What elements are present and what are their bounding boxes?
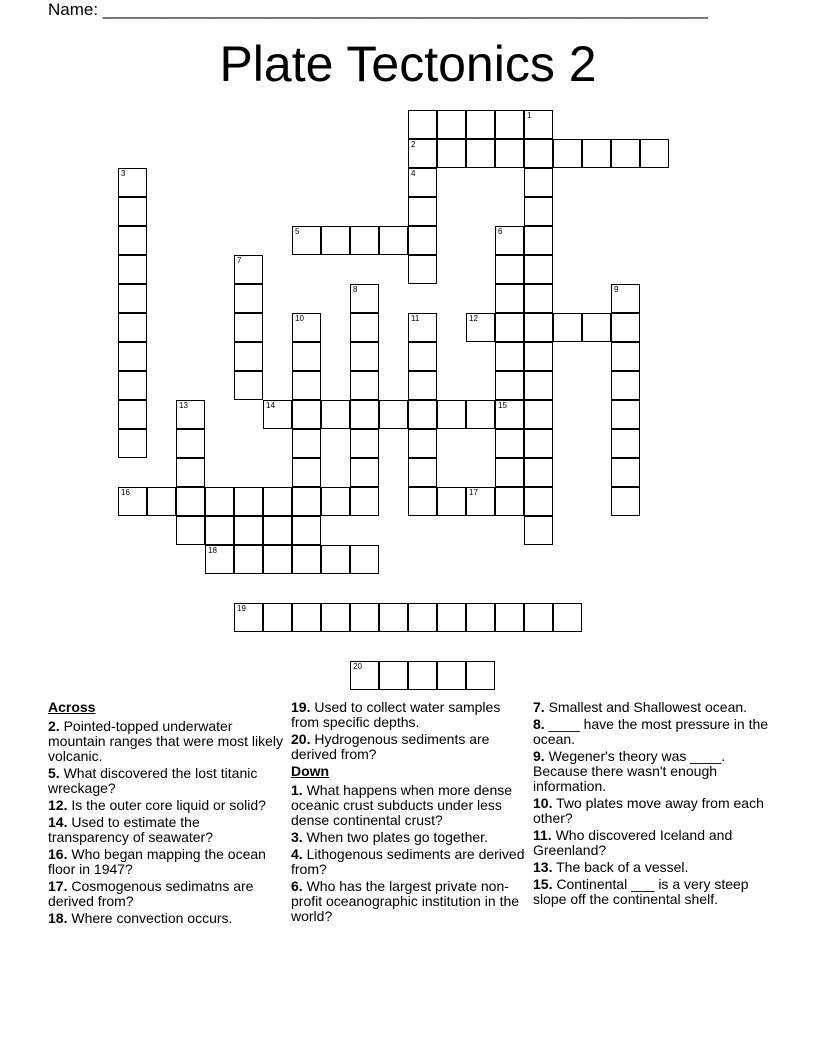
grid-cell[interactable] [408, 458, 437, 487]
grid-cell[interactable] [176, 487, 205, 516]
across-clue-list-cont [291, 700, 527, 762]
clue-text: Hydrogenous sediments are derived from? [291, 731, 490, 762]
clue-text: Used to collect water samples from specific depths. [291, 699, 501, 730]
clue-number: 13 [179, 401, 188, 410]
grid-cell[interactable] [234, 516, 263, 545]
clue-item [291, 830, 527, 845]
grid-cell[interactable] [263, 516, 292, 545]
grid-cell[interactable] [495, 400, 524, 429]
grid-cell[interactable] [524, 139, 553, 168]
clue-text: Who began mapping the ocean floor in 1947? [48, 846, 266, 877]
grid-cell[interactable] [292, 313, 321, 342]
grid-cell[interactable] [350, 284, 379, 313]
clue-number-label: 19. [291, 699, 311, 715]
clue-item [533, 828, 769, 858]
clue-item [291, 732, 527, 762]
grid-cell[interactable] [524, 255, 553, 284]
grid-cell[interactable] [553, 313, 582, 342]
grid-cell[interactable] [495, 313, 524, 342]
clue-text: What happens when more dense oceanic crust subducts under less dense continental crust? [291, 782, 513, 828]
clue-text: The back of a vessel. [552, 859, 689, 875]
grid-cell[interactable] [524, 458, 553, 487]
grid-cell[interactable] [408, 400, 437, 429]
clue-number-label: 15. [533, 876, 553, 892]
grid-cell[interactable] [176, 458, 205, 487]
grid-cell[interactable] [292, 371, 321, 400]
grid-cell[interactable] [582, 313, 611, 342]
grid-cell[interactable] [408, 371, 437, 400]
clue-number: 16 [121, 488, 130, 497]
name-field-label: Name: ________________________________________________________________ [48, 0, 708, 19]
grid-cell[interactable] [205, 545, 234, 574]
grid-cell[interactable] [524, 313, 553, 342]
grid-cell[interactable] [524, 197, 553, 226]
grid-cell[interactable] [118, 342, 147, 371]
clue-text: Cosmogenous sedimatns are derived from? [48, 878, 254, 909]
clues-column-2 [291, 700, 527, 926]
grid-cell[interactable] [350, 400, 379, 429]
clue-number-label: 9. [533, 748, 545, 764]
clue-item [48, 815, 284, 845]
grid-cell[interactable] [118, 197, 147, 226]
clue-item [48, 847, 284, 877]
grid-cell[interactable] [292, 603, 321, 632]
grid-cell[interactable] [118, 400, 147, 429]
grid-cell[interactable] [466, 603, 495, 632]
grid-cell[interactable] [350, 603, 379, 632]
clue-number: 5 [295, 227, 300, 236]
grid-cell[interactable] [234, 545, 263, 574]
grid-cell[interactable] [495, 342, 524, 371]
clue-number: 9 [614, 285, 619, 294]
clue-number-label: 8. [533, 716, 545, 732]
clue-number-label: 10. [533, 795, 553, 811]
down-clue-list-cont [533, 700, 769, 907]
clue-item [48, 719, 284, 764]
clue-number-label: 3. [291, 829, 303, 845]
grid-cell[interactable] [379, 400, 408, 429]
down-heading: Down [291, 763, 330, 779]
grid-cell[interactable] [263, 603, 292, 632]
grid-cell[interactable] [495, 255, 524, 284]
grid-cell[interactable] [408, 429, 437, 458]
clue-number-label: 16. [48, 846, 68, 862]
clue-text: Pointed-topped underwater mountain ranges that were most likely volcanic. [48, 718, 283, 764]
grid-cell[interactable] [640, 139, 669, 168]
grid-cell[interactable] [408, 255, 437, 284]
grid-cell[interactable] [408, 139, 437, 168]
clue-text: What discovered the lost titanic wreckage? [48, 765, 258, 796]
grid-cell[interactable] [495, 284, 524, 313]
grid-cell[interactable] [321, 400, 350, 429]
clue-number: 18 [208, 546, 217, 555]
grid-cell[interactable] [524, 371, 553, 400]
grid-cell[interactable] [611, 400, 640, 429]
clue-number: 6 [498, 227, 503, 236]
grid-cell[interactable] [234, 313, 263, 342]
grid-cell[interactable] [379, 226, 408, 255]
grid-cell[interactable] [350, 661, 379, 690]
clue-number-label: 2. [48, 718, 60, 734]
clue-item [291, 879, 527, 924]
grid-cell[interactable] [292, 400, 321, 429]
grid-cell[interactable] [350, 313, 379, 342]
grid-cell[interactable] [611, 429, 640, 458]
grid-cell[interactable] [234, 487, 263, 516]
grid-cell[interactable] [350, 226, 379, 255]
grid-cell[interactable] [582, 139, 611, 168]
across-heading: Across [48, 699, 96, 715]
clue-text: Who discovered Iceland and Greenland? [533, 827, 733, 858]
clue-number: 19 [237, 604, 246, 613]
grid-cell[interactable] [292, 342, 321, 371]
grid-cell[interactable] [118, 371, 147, 400]
clue-text: Where convection occurs. [67, 910, 233, 926]
clue-number-label: 1. [291, 782, 303, 798]
grid-cell[interactable] [350, 458, 379, 487]
clues-column-3 [533, 700, 769, 909]
grid-cell[interactable] [408, 342, 437, 371]
clue-item [533, 877, 769, 907]
grid-cell[interactable] [234, 255, 263, 284]
clue-number: 7 [237, 256, 242, 265]
grid-cell[interactable] [292, 487, 321, 516]
clue-item [533, 749, 769, 794]
clue-item [48, 879, 284, 909]
grid-cell[interactable] [292, 429, 321, 458]
grid-cell[interactable] [524, 487, 553, 516]
grid-cell[interactable] [408, 313, 437, 342]
grid-cell[interactable] [437, 139, 466, 168]
grid-cell[interactable] [350, 371, 379, 400]
clue-text: Is the outer core liquid or solid? [67, 797, 266, 813]
grid-cell[interactable] [495, 110, 524, 139]
grid-cell[interactable] [118, 487, 147, 516]
clue-number: 1 [527, 111, 532, 120]
grid-cell[interactable] [611, 284, 640, 313]
grid-cell[interactable] [350, 545, 379, 574]
grid-cell[interactable] [495, 603, 524, 632]
clue-item [48, 766, 284, 796]
grid-cell[interactable] [379, 661, 408, 690]
grid-cell[interactable] [118, 255, 147, 284]
grid-cell[interactable] [234, 371, 263, 400]
clue-number: 12 [469, 314, 478, 323]
grid-cell[interactable] [350, 342, 379, 371]
grid-cell[interactable] [611, 342, 640, 371]
grid-cell[interactable] [437, 603, 466, 632]
grid-cell[interactable] [495, 371, 524, 400]
grid-cell[interactable] [263, 400, 292, 429]
grid-cell[interactable] [437, 400, 466, 429]
clue-number: 15 [498, 401, 507, 410]
grid-cell[interactable] [408, 661, 437, 690]
grid-cell[interactable] [553, 139, 582, 168]
clue-number-label: 12. [48, 797, 68, 813]
grid-cell[interactable] [466, 313, 495, 342]
grid-cell[interactable] [176, 400, 205, 429]
grid-cell[interactable] [263, 487, 292, 516]
grid-cell[interactable] [350, 429, 379, 458]
grid-cell[interactable] [321, 226, 350, 255]
grid-cell[interactable] [118, 168, 147, 197]
clue-item [533, 796, 769, 826]
grid-cell[interactable] [176, 516, 205, 545]
grid-cell[interactable] [118, 284, 147, 313]
grid-cell[interactable] [611, 458, 640, 487]
grid-cell[interactable] [524, 226, 553, 255]
clues-column-1 [48, 700, 284, 928]
clue-text: Lithogenous sediments are derived from? [291, 846, 525, 877]
clue-number: 2 [411, 140, 416, 149]
grid-cell[interactable] [495, 458, 524, 487]
grid-cell[interactable] [524, 168, 553, 197]
grid-cell[interactable] [118, 226, 147, 255]
grid-cell[interactable] [379, 603, 408, 632]
grid-cell[interactable] [495, 487, 524, 516]
across-clue-list [48, 719, 284, 926]
grid-cell[interactable] [408, 226, 437, 255]
clue-item [533, 860, 769, 875]
clue-number-label: 5. [48, 765, 60, 781]
grid-cell[interactable] [408, 168, 437, 197]
grid-cell[interactable] [234, 284, 263, 313]
grid-cell[interactable] [263, 545, 292, 574]
clue-number: 20 [353, 662, 362, 671]
clue-item [291, 700, 527, 730]
grid-cell[interactable] [408, 110, 437, 139]
clue-number: 8 [353, 285, 358, 294]
clue-number: 10 [295, 314, 304, 323]
clue-text: Wegener's theory was ____. Because there wasn't enough information. [533, 748, 726, 794]
grid-cell[interactable] [321, 603, 350, 632]
page-title: Plate Tectonics 2 [219, 36, 597, 92]
clue-number-label: 11. [533, 827, 552, 843]
grid-cell[interactable] [495, 429, 524, 458]
clue-text: Used to estimate the transparency of seawater? [48, 814, 213, 845]
clue-text: Smallest and Shallowest ocean. [544, 699, 748, 715]
clue-item [48, 911, 284, 926]
grid-cell[interactable] [437, 110, 466, 139]
grid-cell[interactable] [292, 226, 321, 255]
grid-cell[interactable] [321, 545, 350, 574]
clue-number: 11 [411, 314, 420, 323]
clue-text: Continental ___ is a very steep slope off the continental shelf. [533, 876, 749, 907]
clue-number-label: 14. [48, 814, 68, 830]
grid-cell[interactable] [118, 313, 147, 342]
grid-cell[interactable] [524, 400, 553, 429]
grid-cell[interactable] [466, 661, 495, 690]
grid-cell[interactable] [611, 139, 640, 168]
grid-cell[interactable] [466, 139, 495, 168]
clue-number-label: 17. [48, 878, 68, 894]
grid-cell[interactable] [292, 516, 321, 545]
grid-cell[interactable] [176, 429, 205, 458]
grid-cell[interactable] [524, 342, 553, 371]
clue-item [291, 783, 527, 828]
clue-item [48, 798, 284, 813]
grid-cell[interactable] [321, 487, 350, 516]
grid-cell[interactable] [205, 487, 234, 516]
clue-text: ____ have the most pressure in the ocean. [533, 716, 769, 747]
down-clue-list [291, 783, 527, 924]
grid-cell[interactable] [524, 284, 553, 313]
grid-cell[interactable] [524, 516, 553, 545]
grid-cell[interactable] [611, 371, 640, 400]
grid-cell[interactable] [408, 487, 437, 516]
grid-cell[interactable] [495, 226, 524, 255]
clue-item [533, 700, 769, 715]
clue-number-label: 13. [533, 859, 553, 875]
clue-number-label: 18. [48, 910, 68, 926]
clue-number-label: 4. [291, 846, 303, 862]
grid-cell[interactable] [437, 487, 466, 516]
grid-cell[interactable] [118, 429, 147, 458]
clue-number: 3 [121, 169, 126, 178]
grid-cell[interactable] [437, 661, 466, 690]
clue-number: 4 [411, 169, 416, 178]
grid-cell[interactable] [495, 139, 524, 168]
grid-cell[interactable] [292, 458, 321, 487]
clue-number-label: 7. [533, 699, 545, 715]
grid-cell[interactable] [524, 603, 553, 632]
grid-cell[interactable] [408, 197, 437, 226]
clue-text: Two plates move away from each other? [533, 795, 764, 826]
clue-number-label: 20. [291, 731, 311, 747]
grid-cell[interactable] [466, 487, 495, 516]
clue-number: 17 [469, 488, 478, 497]
grid-cell[interactable] [466, 110, 495, 139]
grid-cell[interactable] [292, 545, 321, 574]
grid-cell[interactable] [553, 603, 582, 632]
grid-cell[interactable] [408, 603, 437, 632]
grid-cell[interactable] [524, 110, 553, 139]
grid-cell[interactable] [350, 487, 379, 516]
clue-item [291, 847, 527, 877]
grid-cell[interactable] [611, 313, 640, 342]
grid-cell[interactable] [466, 400, 495, 429]
grid-cell[interactable] [234, 603, 263, 632]
grid-cell[interactable] [611, 487, 640, 516]
grid-cell[interactable] [205, 516, 234, 545]
clue-item [533, 717, 769, 747]
clue-number: 14 [266, 401, 275, 410]
clue-text: Who has the largest private non-profit oceanographic institution in the world? [291, 878, 520, 924]
grid-cell[interactable] [524, 429, 553, 458]
clue-number-label: 6. [291, 878, 303, 894]
grid-cell[interactable] [234, 342, 263, 371]
grid-cell[interactable] [147, 487, 176, 516]
clue-text: When two plates go together. [302, 829, 488, 845]
